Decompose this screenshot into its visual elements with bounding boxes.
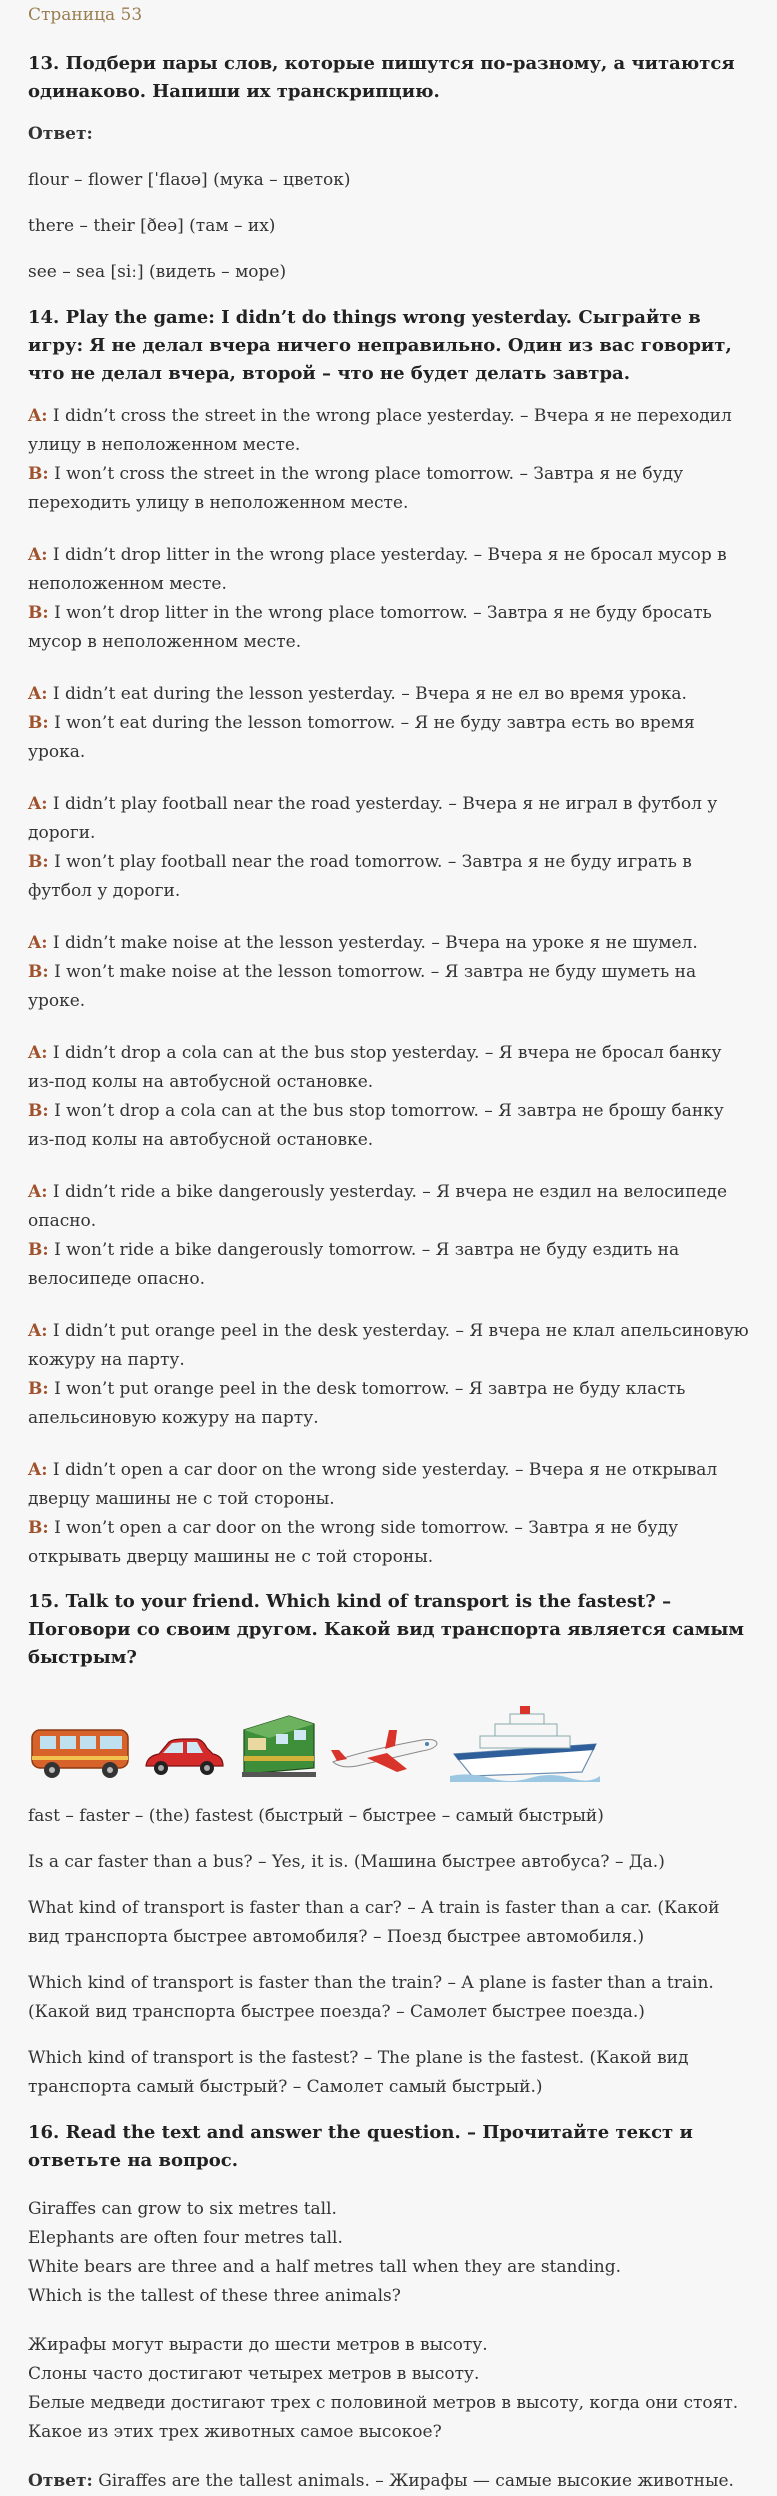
- dialog-line-b: [28, 958, 749, 1016]
- speaker-a-label: A:: [28, 1043, 48, 1063]
- dialog-line-a: [28, 929, 749, 958]
- text-line: Какое из этих трех животных самое высокое?: [28, 2422, 442, 2442]
- russian-text: [28, 2331, 749, 2447]
- answer-text: Giraffes are the tallest animals. – Жирафы — самые высокие животные.: [98, 2471, 734, 2491]
- dialog-text-b: I won’t ride a bike dangerously tomorrow. – Я завтра не буду ездить на велосипеде опасно.: [28, 1240, 680, 1289]
- dialog-item: [28, 680, 749, 767]
- text-line: Elephants are often four metres tall.: [28, 2228, 343, 2248]
- bus-icon: [28, 1722, 133, 1782]
- speaker-b-label: B:: [28, 603, 49, 623]
- dialog-item: [28, 1178, 749, 1294]
- speaker-b-label: B:: [28, 1518, 49, 1538]
- speaker-b-label: B:: [28, 852, 49, 872]
- answer-label: Ответ:: [28, 2471, 93, 2491]
- transport-images: [28, 1686, 749, 1782]
- speaker-a-label: A:: [28, 1182, 48, 1202]
- text-line: Слоны часто достигают четырех метров в высоту.: [28, 2364, 480, 2384]
- exercise-13-title: 13. Подбери пары слов, которые пишутся по-разному, а читаются одинаково. Напиши их транскрипцию.: [28, 53, 735, 102]
- dialog-line-a: [28, 1039, 749, 1097]
- speaker-a-label: A:: [28, 1321, 48, 1341]
- speaker-b-label: B:: [28, 464, 49, 484]
- text-line: Белые медведи достигают трех с половиной метров в высоту, когда они стоят.: [28, 2393, 739, 2413]
- speaker-a-label: A:: [28, 794, 48, 814]
- exercise-15-line: Is a car faster than a bus? – Yes, it is. (Машина быстрее автобуса? – Да.): [28, 1852, 665, 1872]
- dialog-line-a: [28, 790, 749, 848]
- dialog-text-b: I won’t cross the street in the wrong place tomorrow. – Завтра я не буду переходить улицу в неположенном месте.: [28, 464, 684, 513]
- plane-icon: [327, 1722, 442, 1782]
- dialog-line-b: [28, 599, 749, 657]
- exercise-16-title: 16. Read the text and answer the question. – Прочитайте текст и ответьте на вопрос.: [28, 2122, 693, 2171]
- speaker-a-label: A:: [28, 1460, 48, 1480]
- car-icon: [141, 1732, 226, 1782]
- dialog-line-b: [28, 1514, 749, 1572]
- dialog-text-a: I didn’t make noise at the lesson yesterday. – Вчера на уроке я не шумел.: [52, 933, 698, 953]
- speaker-b-label: B:: [28, 962, 49, 982]
- dialog-item: [28, 1456, 749, 1572]
- speaker-a-label: A:: [28, 406, 48, 426]
- word-pair: there – their [ðeə] (там – их): [28, 216, 276, 236]
- dialog-line-a: [28, 541, 749, 599]
- speaker-b-label: B:: [28, 713, 49, 733]
- speaker-a-label: A:: [28, 933, 48, 953]
- word-pair: see – sea [siː] (видеть – море): [28, 262, 287, 282]
- dialog-line-a: [28, 680, 749, 709]
- exercise-15-line: Which kind of transport is faster than the train? – A plane is faster than a train. (Какой вид транспорта быстрее поезда? – Самолет быстрее поезда.): [28, 1973, 714, 2022]
- english-text: [28, 2195, 749, 2311]
- dialog-item: [28, 1039, 749, 1155]
- dialog-line-a: [28, 1178, 749, 1236]
- dialog-text-a: I didn’t drop a cola can at the bus stop yesterday. – Я вчера не бросал банку из-под колы на автобусной остановке.: [28, 1043, 722, 1092]
- ship-icon: [450, 1702, 600, 1782]
- exercise-13-answer-label: Ответ:: [28, 124, 93, 144]
- text-line: Which is the tallest of these three animals?: [28, 2286, 401, 2306]
- dialog-line-b: [28, 460, 749, 518]
- text-line: Giraffes can grow to six metres tall.: [28, 2199, 337, 2219]
- dialog-text-a: I didn’t put orange peel in the desk yesterday. – Я вчера не клал апельсиновую кожуру на парту.: [28, 1321, 749, 1370]
- speaker-b-label: B:: [28, 1379, 49, 1399]
- dialog-item: [28, 402, 749, 518]
- dialog-item: [28, 541, 749, 657]
- dialog-line-b: [28, 848, 749, 906]
- exercise-15-line: Which kind of transport is the fastest? – The plane is the fastest. (Какой вид транспорта самый быстрый? – Самолет самый быстрый.): [28, 2048, 689, 2097]
- dialog-text-a: I didn’t cross the street in the wrong place yesterday. – Вчера я не переходил улицу в неположенном месте.: [28, 406, 732, 455]
- dialog-text-b: I won’t drop litter in the wrong place tomorrow. – Завтра я не буду бросать мусор в неположенном месте.: [28, 603, 712, 652]
- exercise-15-title: 15. Talk to your friend. Which kind of transport is the fastest? – Поговори со своим другом. Какой вид транспорта является самым быстрым?: [28, 1591, 745, 1668]
- dialog-text-a: I didn’t ride a bike dangerously yesterday. – Я вчера не ездил на велосипеде опасно.: [28, 1182, 728, 1231]
- speaker-b-label: B:: [28, 1240, 49, 1260]
- speaker-b-label: B:: [28, 1101, 49, 1121]
- dialog-line-a: [28, 402, 749, 460]
- dialog-line-a: [28, 1456, 749, 1514]
- dialog-text-b: I won’t play football near the road tomorrow. – Завтра я не буду играть в футбол у дороги.: [28, 852, 692, 901]
- exercise-15-line: What kind of transport is faster than a car? – A train is faster than a car. (Какой вид транспорта быстрее автомобиля? – Поезд быстрее автомобиля.): [28, 1898, 720, 1947]
- exercise-16-answer: [28, 2467, 749, 2496]
- train-icon: [234, 1712, 319, 1782]
- dialog-text-a: I didn’t eat during the lesson yesterday. – Вчера я не ел во время урока.: [52, 684, 687, 704]
- speaker-a-label: A:: [28, 684, 48, 704]
- exercise-14-title: 14. Play the game: I didn’t do things wrong yesterday. Сыграйте в игру: Я не делал вчера ничего неправильно. Один из вас говорит, что не делал вчера, второй – что не будет делать завтра.: [28, 307, 732, 384]
- dialog-item: [28, 1317, 749, 1433]
- text-line: White bears are three and a half metres tall when they are standing.: [28, 2257, 622, 2277]
- dialog-line-a: [28, 1317, 749, 1375]
- text-line: Жирафы могут вырасти до шести метров в высоту.: [28, 2335, 488, 2355]
- dialog-line-b: [28, 709, 749, 767]
- dialog-item: [28, 790, 749, 906]
- dialog-text-b: I won’t drop a cola can at the bus stop tomorrow. – Я завтра не брошу банку из-под колы на автобусной остановке.: [28, 1101, 724, 1150]
- dialog-line-b: [28, 1236, 749, 1294]
- speaker-a-label: A:: [28, 545, 48, 565]
- page-header: Страница 53: [28, 5, 143, 25]
- dialog-text-b: I won’t open a car door on the wrong side tomorrow. – Завтра я не буду открывать дверцу машины не с той стороны.: [28, 1518, 679, 1567]
- dialog-text-b: I won’t eat during the lesson tomorrow. – Я не буду завтра есть во время урока.: [28, 713, 695, 762]
- dialog-text-a: I didn’t open a car door on the wrong side yesterday. – Вчера я не открывал дверцу машины не с той стороны.: [28, 1460, 718, 1509]
- dialog-item: [28, 929, 749, 1016]
- dialog-text-b: I won’t make noise at the lesson tomorrow. – Я завтра не буду шуметь на уроке.: [28, 962, 697, 1011]
- dialog-line-b: [28, 1375, 749, 1433]
- dialog-line-b: [28, 1097, 749, 1155]
- exercise-15-line: fast – faster – (the) fastest (быстрый – быстрее – самый быстрый): [28, 1806, 604, 1826]
- word-pair: flour – flower [ˈflaʊə] (мука – цветок): [28, 170, 351, 190]
- dialog-text-a: I didn’t drop litter in the wrong place yesterday. – Вчера я не бросал мусор в неположенном месте.: [28, 545, 727, 594]
- dialog-text-b: I won’t put orange peel in the desk tomorrow. – Я завтра не буду класть апельсиновую кожуру на парту.: [28, 1379, 686, 1428]
- dialog-text-a: I didn’t play football near the road yesterday. – Вчера я не играл в футбол у дороги.: [28, 794, 718, 843]
